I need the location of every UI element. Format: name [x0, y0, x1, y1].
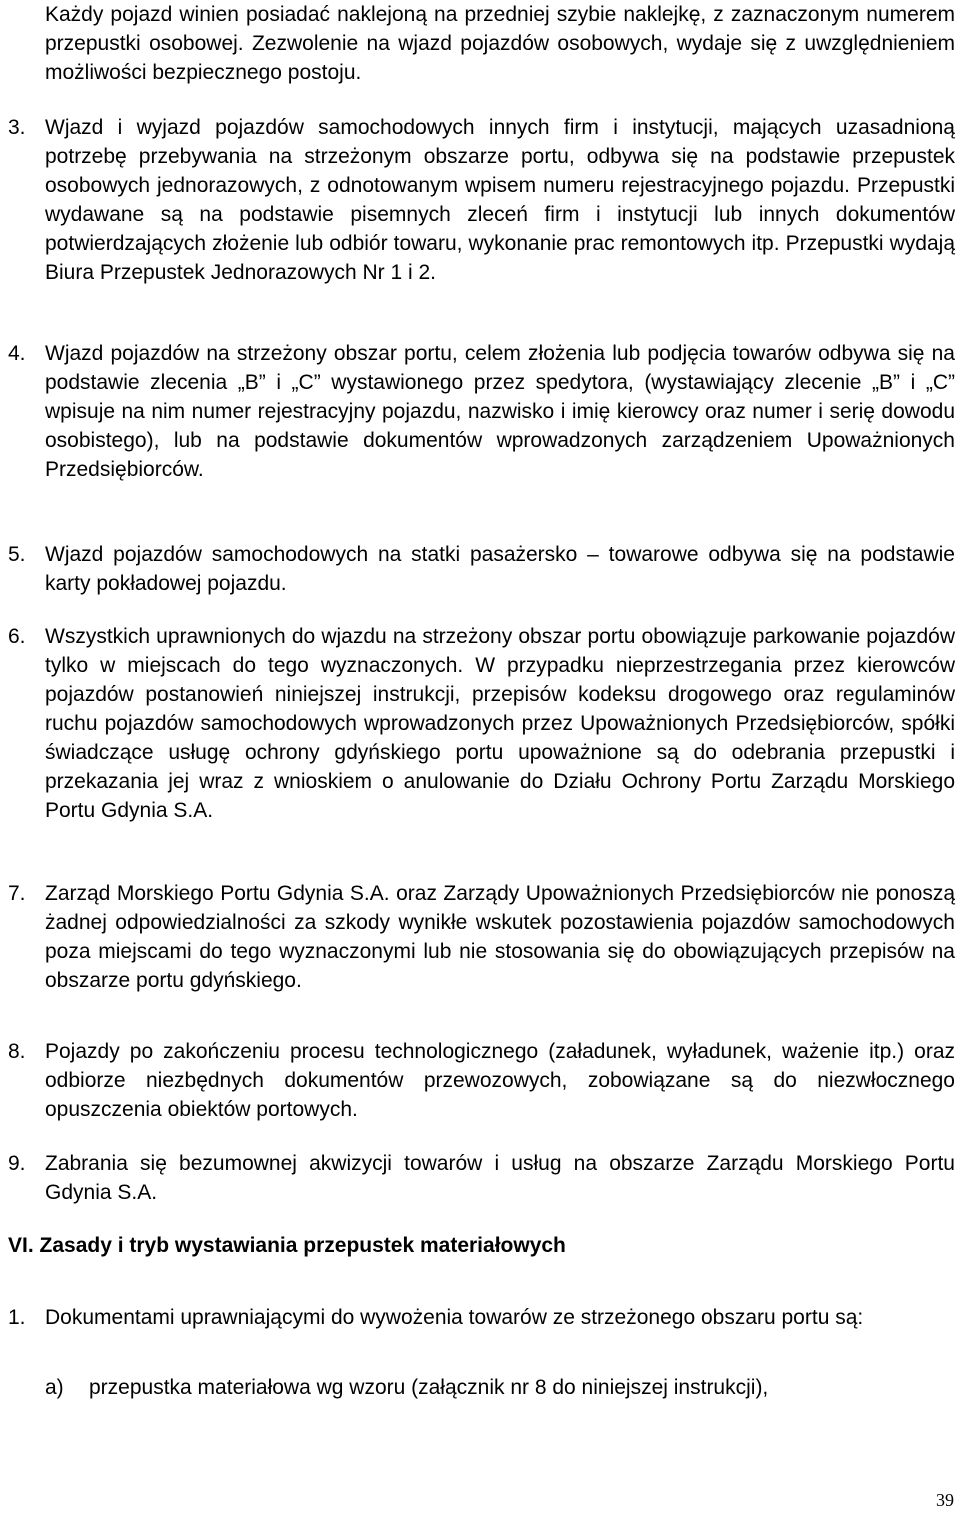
list-item-number: 3.	[8, 116, 26, 139]
list-item-text: Zabrania się bezumownej akwizycji towarów i usług na obszarze Zarządu Morskiego Portu Gdynia S.A.	[45, 1152, 955, 1204]
sub-item-label: a)	[45, 1376, 64, 1399]
list-item-4	[0, 339, 955, 484]
list-item-6	[0, 622, 955, 825]
list-item-number: 1.	[8, 1306, 26, 1329]
list-item-5	[0, 540, 955, 598]
list-item-text: Zarząd Morskiego Portu Gdynia S.A. oraz Zarządy Upoważnionych Przedsiębiorców nie ponoszą żadnej odpowiedzialności za szkody wynikłe wskutek pozostawienia pojazdów samochodowych poza miejscami do tego wyznaczonymi lub nie stosowania się do obowiązujących przepisów na obszarze portu gdyńskiego.	[45, 882, 955, 992]
list-item-text: Dokumentami uprawniającymi do wywożenia towarów ze strzeżonego obszaru portu są:	[45, 1306, 864, 1329]
list-item-number: 8.	[8, 1040, 26, 1063]
list-item-8	[0, 1037, 955, 1124]
list-item-7	[0, 879, 955, 995]
list-item-number: 4.	[8, 342, 26, 365]
page-number: 39	[936, 1490, 954, 1510]
list-item-text: Wjazd pojazdów samochodowych na statki pasażersko – towarowe odbywa się na podstawie karty pokładowej pojazdu.	[45, 543, 955, 595]
list-item-number: 9.	[8, 1152, 26, 1175]
list-item-text: Wszystkich uprawnionych do wjazdu na strzeżony obszar portu obowiązuje parkowanie pojazdów tylko w miejscach do tego wyznaczonych. W przypadku nieprzestrzegania przez kierowców pojazdów postanowień niniejszej instrukcji, przepisów kodeksu drogowego oraz regulaminów ruchu pojazdów samochodowych wprowadzonych przez Upoważnionych Przedsiębiorców, spółki świadczące usługę ochrony gdyńskiego portu upoważnione są do odebrania przepustki i przekazania jej wraz z wnioskiem o anulowanie do Działu Ochrony Portu Zarządu Morskiego Portu Gdynia S.A.	[45, 625, 955, 822]
list-item-text: Pojazdy po zakończeniu procesu technologicznego (załadunek, wyładunek, ważenie itp.) oraz odbiorze niezbędnych dokumentów przewozowych, zobowiązane są do niezwłocznego opuszczenia obiektów portowych.	[45, 1040, 955, 1121]
section-heading: VI. Zasady i tryb wystawiania przepustek materiałowych	[8, 1234, 566, 1257]
intro-paragraph: Każdy pojazd winien posiadać naklejoną na przedniej szybie naklejkę, z zaznaczonym numerem przepustki osobowej. Zezwolenie na wjazd pojazdów osobowych, wydaje się z uwzględnieniem możliwości bezpiecznego postoju.	[45, 3, 955, 84]
list-item-3	[0, 113, 955, 287]
sub-item-text: przepustka materiałowa wg wzoru (załącznik nr 8 do niniejszej instrukcji),	[89, 1376, 769, 1399]
list-item-text: Wjazd pojazdów na strzeżony obszar portu, celem złożenia lub podjęcia towarów odbywa się na podstawie zlecenia „B” i „C” wystawionego przez spedytora, (wystawiający zlecenie „B” i „C” wpisuje na nim numer rejestracyjny pojazdu, nazwisko i imię kierowcy oraz numer i serię dowodu osobistego), lub na podstawie dokumentów wprowadzonych zarządzeniem Upoważnionych Przedsiębiorców.	[45, 342, 955, 481]
list-item-number: 6.	[8, 625, 26, 648]
list-item-number: 5.	[8, 543, 26, 566]
sub-item-a	[45, 1373, 768, 1402]
list-item-text: Wjazd i wyjazd pojazdów samochodowych innych firm i instytucji, mających uzasadnioną potrzebę przebywania na strzeżonym obszarze portu, odbywa się na podstawie przepustek osobowych jednorazowych, z odnotowanym wpisem numeru rejestracyjnego pojazdu. Przepustki wydawane są na podstawie pisemnych zleceń firm i instytucji lub innych dokumentów potwierdzających złożenie lub odbiór towaru, wykonanie prac remontowych itp. Przepustki wydają Biura Przepustek Jednorazowych Nr 1 i 2.	[45, 116, 955, 284]
list-item-number: 7.	[8, 882, 26, 905]
list-item-9	[0, 1149, 955, 1207]
section-list-item-1	[0, 1303, 955, 1332]
